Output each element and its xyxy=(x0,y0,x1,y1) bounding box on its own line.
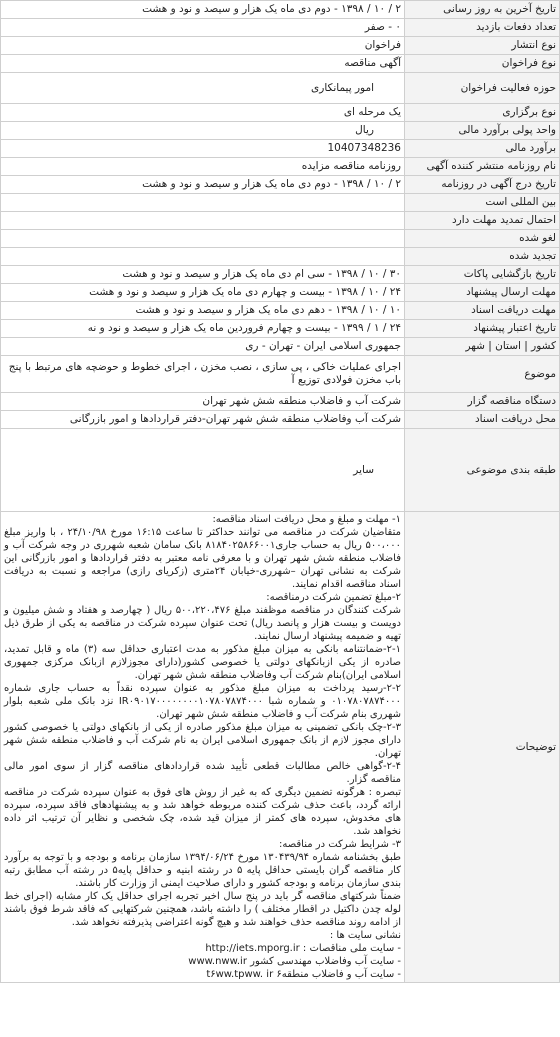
detail-row xyxy=(1,1,560,19)
detail-row xyxy=(1,284,560,302)
field-label: تاریخ آخرین به روز رسانی xyxy=(405,1,560,19)
field-value: ۲۴ / ۱۰ / ۱۳۹۸ - بیست و چهارم دی ماه یک هزار و سیصد و نود و هشت xyxy=(1,284,405,302)
field-label: مهلت دریافت اسناد xyxy=(405,302,560,320)
description-paragraph: ۳- شرایط شرکت در مناقصه: xyxy=(278,839,401,850)
detail-row xyxy=(1,338,560,356)
description-paragraph: ضمناً شرکتهای مناقصه گر باید در پنج سال اخیر تجربه اجرای حداقل یک کار مشابه (اجرای خط لوله چدن داکتیل در اقطار مختلف ) را داشته باشد، همچنین شرکتهایی که فاقد شرط فوق باشند از ادامه روند مناقصه حذف خواهند شد و هیچ گونه اعتراضی پذیرفته نخواهد شد. xyxy=(4,891,401,928)
field-value: امور پیمانکاری xyxy=(1,73,405,104)
detail-row xyxy=(1,176,560,194)
field-label: نوع انتشار xyxy=(405,37,560,55)
field-label: تاریخ درج آگهی در روزنامه xyxy=(405,176,560,194)
detail-row xyxy=(1,104,560,122)
field-value: ۲ / ۱۰ / ۱۳۹۸ - دوم دی ماه یک هزار و سیصد و نود و هشت xyxy=(1,176,405,194)
field-value: سایر xyxy=(1,429,405,512)
field-value xyxy=(1,194,405,212)
detail-row xyxy=(1,73,560,104)
description-label: توضیحات xyxy=(405,512,560,983)
description-paragraph: - سایت آب و فاضلاب منطقه۶ t۶ww.tpww. ir xyxy=(206,969,401,980)
field-label: دستگاه مناقصه گزار xyxy=(405,393,560,411)
details-body xyxy=(1,1,560,512)
detail-row xyxy=(1,37,560,55)
field-value xyxy=(1,230,405,248)
description-content xyxy=(1,512,405,983)
description-paragraph: - سایت ملی مناقصات : http://iets.mporg.ir xyxy=(205,943,401,954)
detail-row xyxy=(1,302,560,320)
field-label: تاریخ بازگشایی پاکات xyxy=(405,266,560,284)
field-value: ریال xyxy=(1,122,405,140)
description-paragraph: متقاضیان شرکت در مناقصه می توانند حداکثر تا ساعت ۱۶:۱۵ مورخ ۲۴/۱۰/۹۸ ، با واریز مبلغ ۵۰۰،۰۰۰ ریال به حساب جاری۸۱۸۴۰۲۵۸۶۶۰۰۱ بانک سامان شعبه شهرری در وجه شرکت آب و فاضلاب منطقه شش شهر تهران و با معرفی نامه معتبر به دفتر قراردادها و امور بازرگانی این شرکت به نشانی تهران –شهرری-خیابان ۲۴متری (زکریای رازی) مراجعه و نسبت به دریافت اسناد مناقصه اقدام نمایند. xyxy=(4,527,402,590)
field-label: موضوع xyxy=(405,356,560,393)
detail-row xyxy=(1,429,560,512)
field-label: نام روزنامه منتشر کننده آگهی xyxy=(405,158,560,176)
field-label: کشور | استان | شهر xyxy=(405,338,560,356)
detail-row xyxy=(1,55,560,73)
field-label: احتمال تمدید مهلت دارد xyxy=(405,212,560,230)
description-paragraph: ۲-۱-ضمانتنامه بانکی به میزان مبلغ مذکور به مدت اعتباری حداقل سه (۳) ماه و قابل تمدید، صادره از یکی ازبانکهای دولتی یا خصوصی کشور(دارای مجوزلازم ازبانک مرکزی جمهوری اسلامی ایران)بنام شرکت آب وفاضلاب منطقه شش شهر تهران. xyxy=(4,644,401,681)
field-label: بین المللی است xyxy=(405,194,560,212)
detail-row xyxy=(1,356,560,393)
detail-row xyxy=(1,140,560,158)
field-value: ۰ - صفر xyxy=(1,19,405,37)
field-value: شرکت آب وفاضلاب منطقه شش شهر تهران-دفتر قراردادها و امور بازرگانی xyxy=(1,411,405,429)
field-label: لغو شده xyxy=(405,230,560,248)
description-paragraph: شرکت کنندگان در مناقصه موظفند مبلغ ۵۰۰،۲۲۰،۴۷۶ ریال ( چهارصد و هفتاد و شش میلیون و دویست و بیست هزار و پانصد ریال) تحت عنوان سپرده شرکت در مناقصه به یکی از طرق ذیل تهیه و ضمیمه پیشنهاد ارسال نمایند. xyxy=(4,605,401,642)
field-value: آگهی مناقصه xyxy=(1,55,405,73)
field-label: تاریخ اعتبار پیشنهاد xyxy=(405,320,560,338)
field-value: ۱۰ / ۱۰ / ۱۳۹۸ - دهم دی ماه یک هزار و سیصد و نود و هشت xyxy=(1,302,405,320)
field-value xyxy=(1,212,405,230)
description-paragraph: نشانی سایت ها : xyxy=(329,930,401,941)
description-paragraph: ۲-۳-چک بانکی تضمینی به میزان مبلغ مذکور صادره از یکی از بانکهای دولتی یا خصوصی کشور دارای مجوز لازم از بانک جمهوری اسلامی ایران به نام شرکت آب و فاضلاب منطقه شش شهر تهران. xyxy=(4,722,401,759)
field-label: برآورد مالی xyxy=(405,140,560,158)
detail-row xyxy=(1,122,560,140)
field-label: حوزه فعالیت فراخوان xyxy=(405,73,560,104)
detail-row xyxy=(1,320,560,338)
field-label: طبقه بندی موضوعی xyxy=(405,429,560,512)
field-value: یک مرحله ای xyxy=(1,104,405,122)
field-value: ۳۰ / ۱۰ / ۱۳۹۸ - سی ام دی ماه یک هزار و سیصد و نود و هشت xyxy=(1,266,405,284)
field-value: روزنامه مناقصه مزایده xyxy=(1,158,405,176)
detail-row xyxy=(1,194,560,212)
field-label: تجدید شده xyxy=(405,248,560,266)
description-paragraph: تبصره : هرگونه تضمین دیگری که به غیر از روش های فوق به عنوان سپرده شرکت در مناقصه ارائه گردد، باعث حذف شرکت کننده مربوطه خواهد شد و به پیشنهادهای فاقد سپرده، سپرده های مخدوش، سپرده های کمتر از میزان قید شده، چک شخصی و نظایر آن ترتیب اثر داده نخواهد شد. xyxy=(4,787,401,837)
description-paragraph: طبق بخشنامه شماره ۱۳۰۴۳۹/۹۴ مورخ ۱۳۹۴/۰۶/۲۴ سازمان برنامه و بودجه و با توجه به برآورد کار مناقصه گران بایستی حداقل پایه ۵ در رشته ابنیه و حداقل پایه۵ در رشته آب مطابق رتبه بندی سازمان برنامه و بودجه کشور و دارای صلاحیت ایمنی از وزارت کار باشند. xyxy=(4,852,401,889)
description-paragraph: ۱- مهلت و مبلغ و محل دریافت اسناد مناقصه: xyxy=(212,514,401,525)
field-value: ۲۴ / ۱ / ۱۳۹۹ - بیست و چهارم فروردین ماه یک هزار و سیصد و نود و نه xyxy=(1,320,405,338)
field-value: 10407348236 xyxy=(1,140,405,158)
detail-row xyxy=(1,266,560,284)
description-paragraph: ۲-۲-رسید پرداخت به میزان مبلغ مذکور به عنوان سپرده نقداً به حساب جاری شماره ۰۱۰۷۸۰۷۸۷۴۰۰۰ و شماره شبا IR۰۹۰۱۷۰۰۰۰۰۰۰۰۱۰۷۸۰۷۸۷۴۰۰۰ نزد بانک ملی شعبه بلوار شهرری بنام شرکت آب و فاضلاب منطقه شش شهر تهران. xyxy=(4,683,402,720)
description-paragraph: - سایت آب وفاضلاب مهندسی کشور www.nww.ir xyxy=(188,956,401,967)
detail-row xyxy=(1,393,560,411)
field-label: واحد پولی برآورد مالی xyxy=(405,122,560,140)
field-label: تعداد دفعات بازدید xyxy=(405,19,560,37)
field-value: جمهوری اسلامی ایران - تهران - ری xyxy=(1,338,405,356)
field-label: نوع برگزاری xyxy=(405,104,560,122)
detail-row xyxy=(1,19,560,37)
field-label: مهلت ارسال پیشنهاد xyxy=(405,284,560,302)
field-value: فراخوان xyxy=(1,37,405,55)
description-row xyxy=(1,512,560,983)
detail-row xyxy=(1,411,560,429)
field-value: ۲ / ۱۰ / ۱۳۹۸ - دوم دی ماه یک هزار و سیصد و نود و هشت xyxy=(1,1,405,19)
detail-row xyxy=(1,248,560,266)
description-paragraph: ۲-مبلغ تضمین شرکت درمناقصه: xyxy=(266,592,401,603)
field-value: شرکت آب و فاضلاب منطقه شش شهر تهران xyxy=(1,393,405,411)
field-value: اجرای عملیات خاکی ، پی سازی ، نصب مخزن ، اجرای خطوط و حوضچه های مرتبط با پنج باب مخزن فولادی توزیع آ xyxy=(1,356,405,393)
description-paragraph: ۲-۴-گواهی خالص مطالبات قطعی تأیید شده قراردادهای مناقصه گزار از سوی امور مالی مناقصه گزار. xyxy=(4,761,401,785)
detail-row xyxy=(1,158,560,176)
field-label: نوع فراخوان xyxy=(405,55,560,73)
field-value xyxy=(1,248,405,266)
detail-row xyxy=(1,230,560,248)
field-label: محل دریافت اسناد xyxy=(405,411,560,429)
detail-row xyxy=(1,212,560,230)
